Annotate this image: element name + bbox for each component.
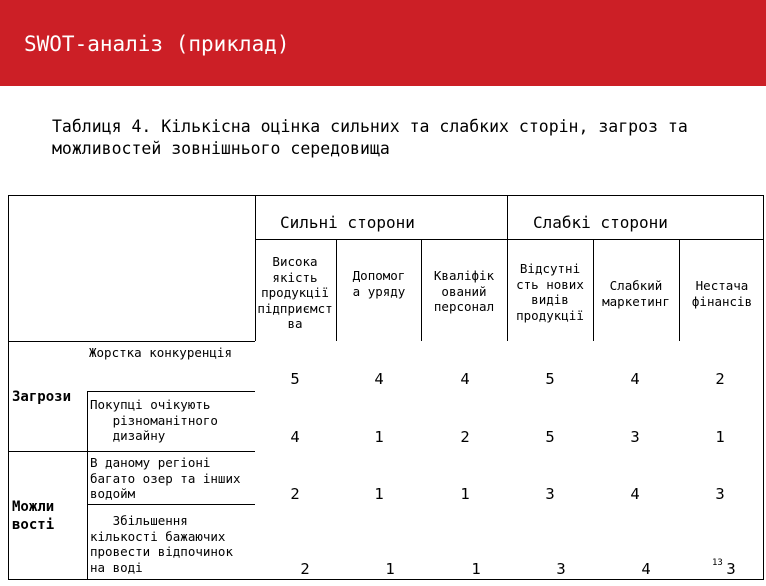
- title-bar: [0, 0, 766, 86]
- table-cell: 3: [630, 428, 640, 446]
- table-cell: 5: [545, 428, 555, 446]
- row-group-opportunities: Можли вості: [12, 499, 55, 533]
- table-cell: 3: [726, 560, 736, 578]
- weaknesses-header: Слабкі сторони: [533, 213, 668, 232]
- swot-table: [8, 195, 764, 580]
- table-cell: 2: [300, 560, 310, 578]
- slide-title: SWOT-аналіз (приклад): [24, 32, 290, 56]
- table-cell: 4: [460, 370, 470, 388]
- slide-number: 13: [712, 558, 723, 568]
- table-cell: 1: [471, 560, 481, 578]
- table-cell: 2: [715, 370, 725, 388]
- table-cell: 5: [545, 370, 555, 388]
- table-cell: 5: [290, 370, 300, 388]
- table-cell: 2: [290, 485, 300, 503]
- table-cell: 1: [374, 428, 384, 446]
- table-cell: 4: [641, 560, 651, 578]
- table-cell: 3: [715, 485, 725, 503]
- factor-label: В даному регіоні багато озер та інших водойм: [90, 455, 241, 501]
- factor-label: Покупці очікують різноманітного дизайну: [90, 397, 218, 443]
- strengths-header: Сильні сторони: [280, 213, 415, 232]
- factor-label: Збільшення кількості бажаючих провести відпочинок на воді: [90, 513, 233, 575]
- table-cell: 4: [630, 485, 640, 503]
- table-cell: 3: [556, 560, 566, 578]
- table-cell: 1: [460, 485, 470, 503]
- table-cell: 1: [385, 560, 395, 578]
- table-cell: 1: [374, 485, 384, 503]
- table-cell: 3: [545, 485, 555, 503]
- table-cell: 4: [630, 370, 640, 388]
- column-header: Слабкий маркетинг: [602, 278, 670, 309]
- table-cell: 1: [715, 428, 725, 446]
- column-header: Кваліфік ований персонал: [433, 268, 495, 314]
- column-header: Допомог а уряду: [352, 268, 406, 299]
- column-header: Нестача фінансів: [691, 278, 753, 309]
- table-caption: Таблиця 4. Кількісна оцінка сильних та слабких сторін, загроз та можливостей зовнішнього середовища: [52, 117, 688, 158]
- column-header: Висока якість продукції підприємст ва: [257, 254, 333, 331]
- table-cell: 2: [460, 428, 470, 446]
- table-cell: 4: [374, 370, 384, 388]
- table-cell: 4: [290, 428, 300, 446]
- column-header: Відсутні сть нових видів продукції: [516, 261, 584, 323]
- factor-label: Жорстка конкуренція: [89, 345, 232, 360]
- row-group-threats: Загрози: [12, 389, 72, 405]
